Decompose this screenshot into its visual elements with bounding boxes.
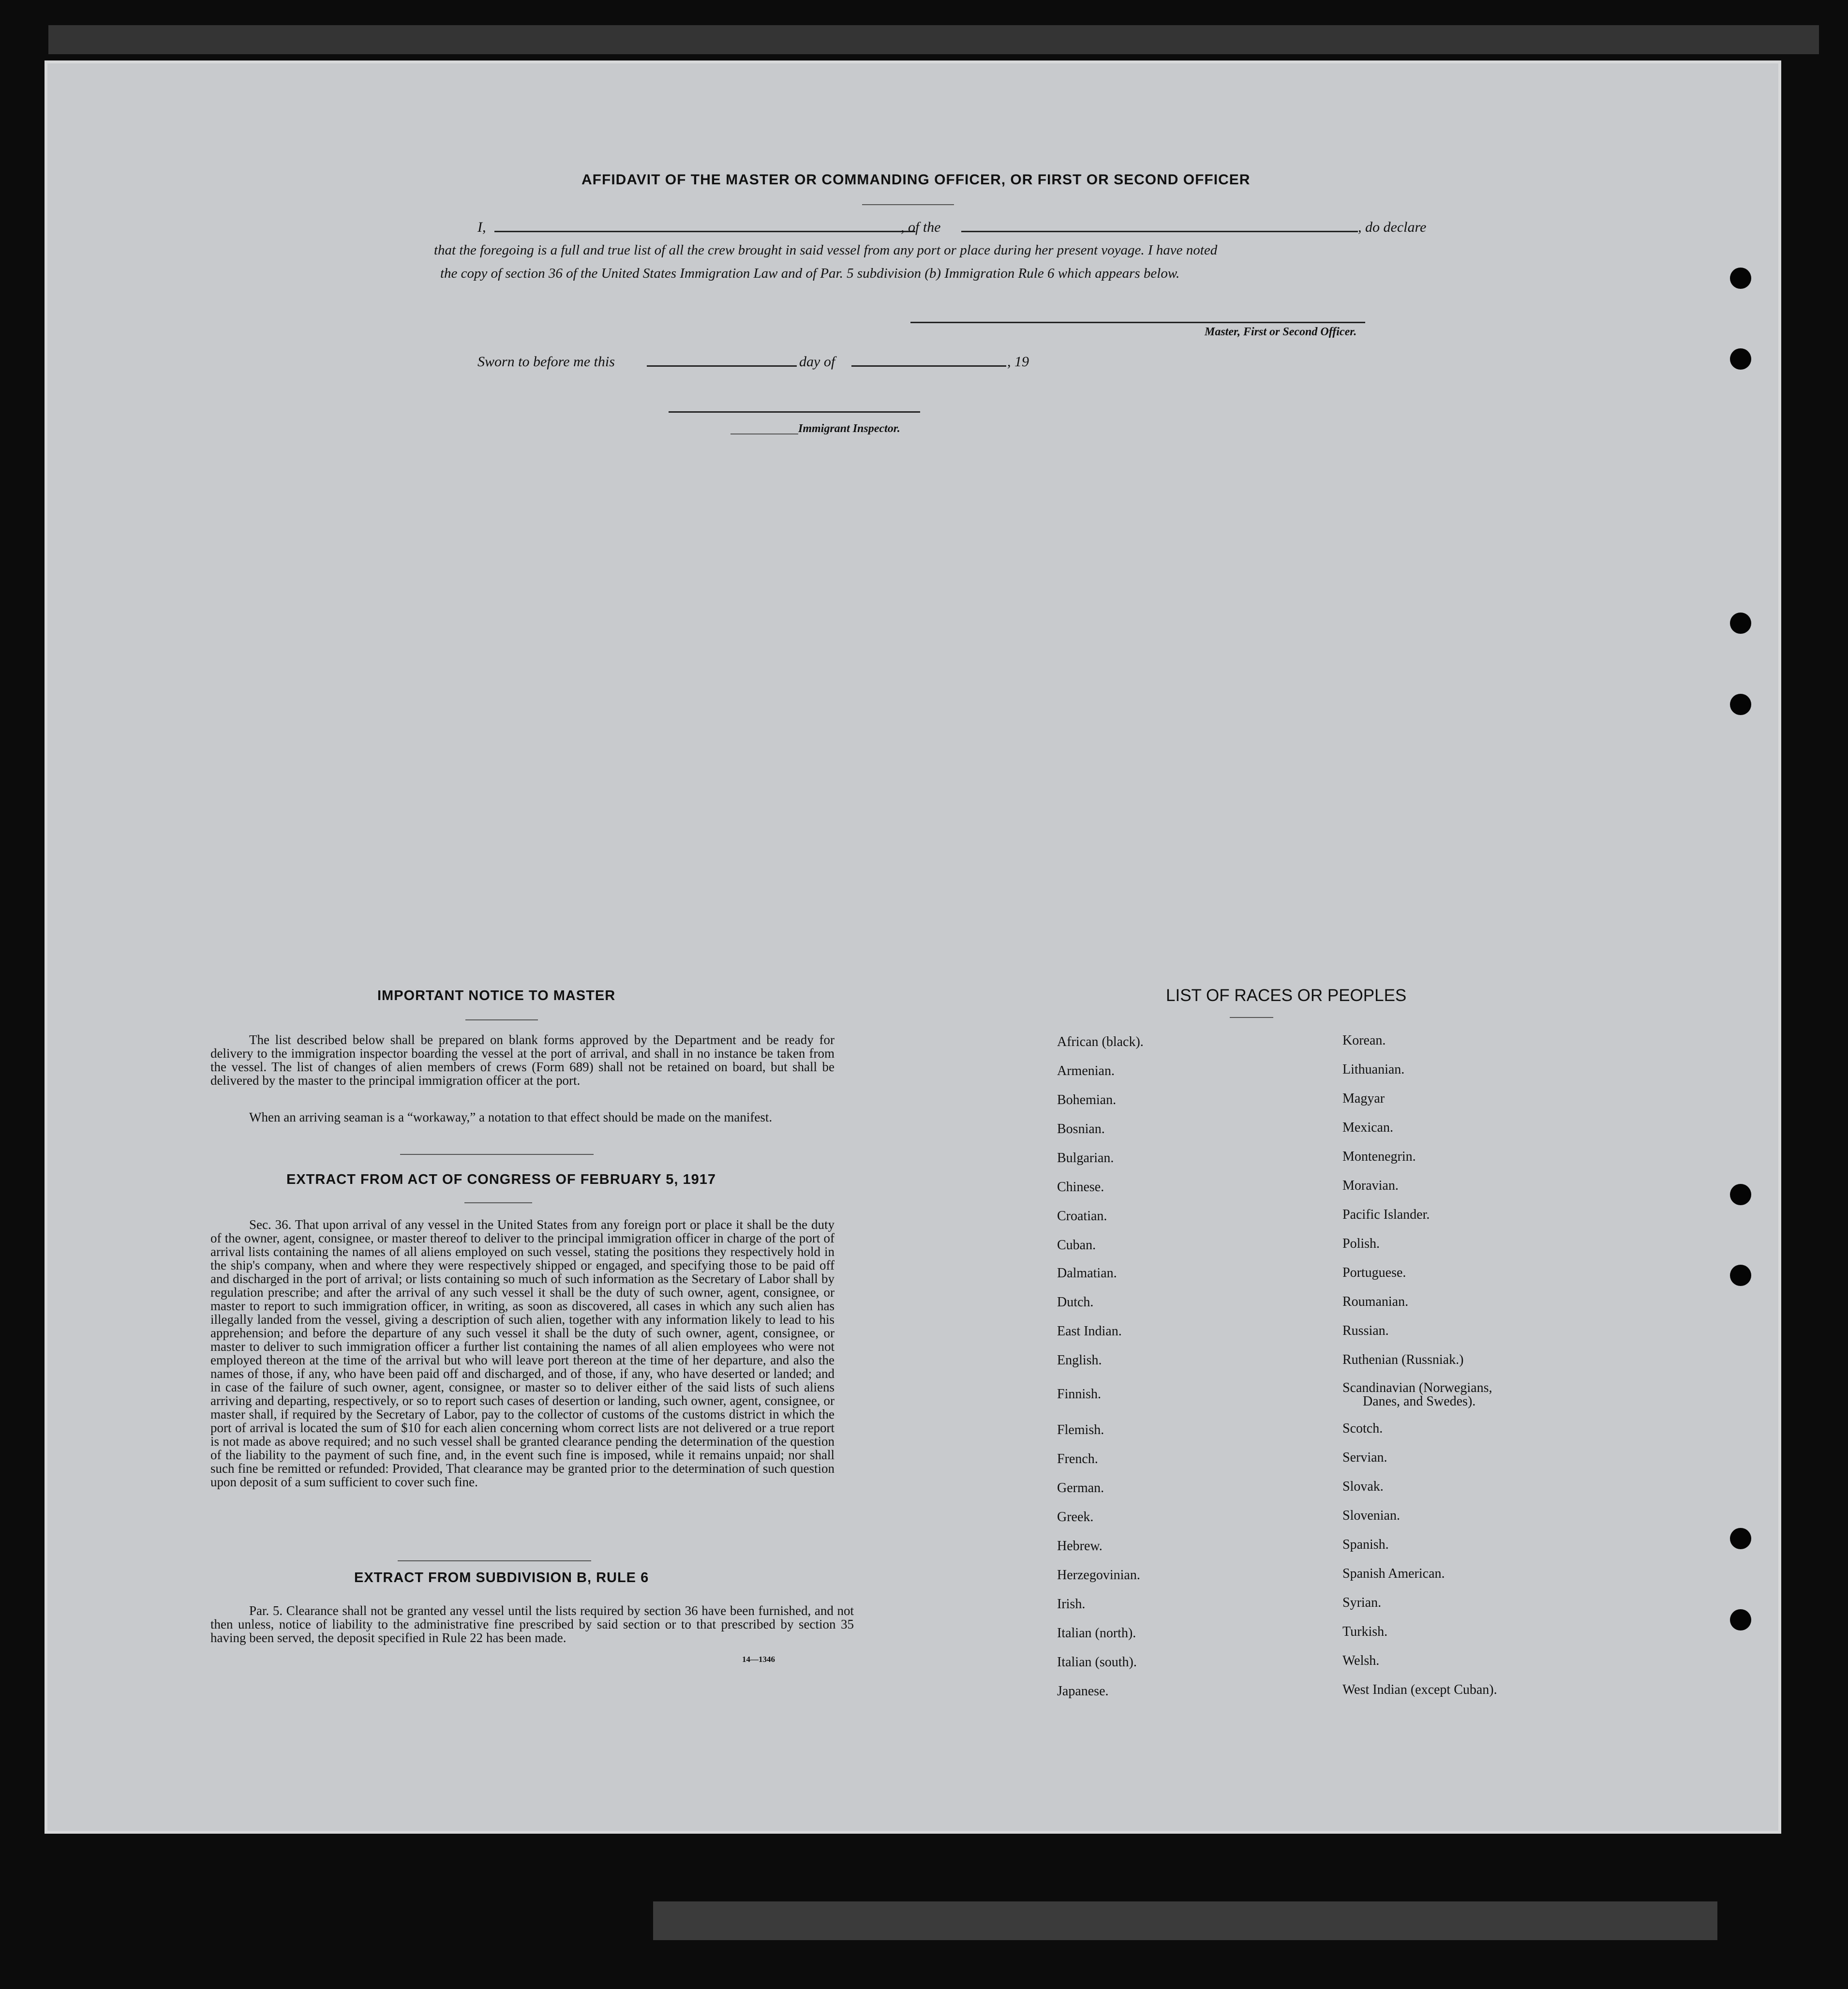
race-item: Welsh.: [1342, 1653, 1380, 1668]
race-item: Japanese.: [1057, 1684, 1109, 1699]
binder-hole: [1730, 348, 1751, 370]
race-item-continued: Danes, and Swedes).: [1363, 1394, 1476, 1409]
extract-act-title: EXTRACT FROM ACT OF CONGRESS OF FEBRUARY 5, 1917: [286, 1172, 716, 1187]
race-item: Chinese.: [1057, 1180, 1104, 1195]
races-divider: [1230, 1017, 1273, 1018]
race-item: Finnish.: [1057, 1387, 1102, 1402]
sworn-label: Sworn to before me this: [477, 354, 615, 370]
affidavit-line-3: the copy of section 36 of the United States Immigration Law and of Par. 5 subdivision (b) Immigration Rule 6 which appears below.: [440, 266, 1180, 281]
race-item: German.: [1057, 1481, 1104, 1495]
section-divider: [400, 1154, 594, 1155]
title-divider: [862, 204, 954, 205]
race-item: Roumanian.: [1342, 1294, 1409, 1309]
race-item: Herzegovinian.: [1057, 1568, 1140, 1583]
race-item: Servian.: [1342, 1450, 1387, 1465]
race-item: Russian.: [1342, 1323, 1389, 1338]
year-label: , 19: [1007, 354, 1029, 370]
race-item: Bulgarian.: [1057, 1151, 1114, 1166]
race-item: Mexican.: [1342, 1120, 1393, 1135]
binder-hole: [1730, 1609, 1751, 1630]
race-item: Flemish.: [1057, 1422, 1104, 1437]
inspector-caption: Immigrant Inspector.: [798, 422, 900, 435]
race-item: Armenian.: [1057, 1063, 1115, 1078]
race-item: Hebrew.: [1057, 1539, 1103, 1554]
race-item: Korean.: [1342, 1033, 1386, 1048]
race-item: Spanish American.: [1342, 1566, 1445, 1581]
race-item: Dutch.: [1057, 1295, 1094, 1310]
binder-hole: [1730, 1528, 1751, 1549]
day-of-label: day of: [799, 354, 835, 370]
master-caption: Master, First or Second Officer.: [1205, 326, 1357, 338]
binder-hole: [1730, 268, 1751, 289]
race-item: Irish.: [1057, 1597, 1086, 1612]
notice-paragraph-1: The list described below shall be prepared on blank forms approved by the Department and be ready for delivery to the immigration inspector boarding the vessel at the port of arrival, and shall in no instance be taken from the vessel. The list of changes of alien members of crews (Form 689) shall not be retained on board, but shall be delivered by the master to the principal immigration officer at the port.: [210, 1032, 835, 1088]
scan-bottom-edge: [653, 1901, 1717, 1940]
month-blank-line[interactable]: [851, 365, 1006, 367]
affidavit-i-label: I,: [477, 219, 486, 235]
affidavit-title: AFFIDAVIT OF THE MASTER OR COMMANDING OFFICER, OR FIRST OR SECOND OFFICER: [581, 172, 1251, 188]
races-title: LIST OF RACES OR PEOPLES: [1166, 986, 1407, 1005]
affidavit-do-declare: , do declare: [1358, 219, 1427, 235]
binder-hole: [1730, 1265, 1751, 1286]
race-item: Lithuanian.: [1342, 1062, 1405, 1077]
race-item: Polish.: [1342, 1236, 1380, 1251]
form-page: [45, 60, 1781, 1834]
race-item: West Indian (except Cuban).: [1342, 1682, 1497, 1697]
race-item: Pacific Islander.: [1342, 1207, 1430, 1222]
race-item: English.: [1057, 1353, 1102, 1368]
binder-hole: [1730, 613, 1751, 634]
race-item: Greek.: [1057, 1510, 1094, 1525]
master-signature-line[interactable]: [910, 322, 1365, 323]
extract-act-divider: [464, 1202, 532, 1203]
race-item: East Indian.: [1057, 1324, 1122, 1339]
name-blank-line[interactable]: [494, 231, 915, 232]
binder-hole: [1730, 694, 1751, 715]
race-item: Spanish.: [1342, 1537, 1389, 1552]
race-item: Bohemian.: [1057, 1092, 1117, 1107]
race-item: Syrian.: [1342, 1595, 1382, 1610]
race-item: Portuguese.: [1342, 1265, 1406, 1280]
affidavit-of-the: , of the: [901, 219, 941, 235]
scan-top-edge: [48, 25, 1819, 54]
race-item: Italian (north).: [1057, 1626, 1136, 1641]
notice-paragraph-2: When an arriving seaman is a “workaway,” a notation to that effect should be made on the manifest.: [249, 1110, 773, 1124]
extract-divider: [398, 1560, 591, 1561]
race-item: Montenegrin.: [1342, 1149, 1416, 1164]
vessel-blank-line[interactable]: [961, 231, 1358, 232]
sworn-day-line[interactable]: [647, 365, 797, 367]
race-item: Scotch.: [1342, 1421, 1383, 1436]
extract-rule-title: EXTRACT FROM SUBDIVISION B, RULE 6: [354, 1570, 649, 1585]
race-item: Turkish.: [1342, 1624, 1388, 1639]
affidavit-line-2: that the foregoing is a full and true list of all the crew brought in said vessel from any port or place during her present voyage. I have noted: [434, 242, 1218, 258]
race-item: Slovenian.: [1342, 1508, 1400, 1523]
race-item: Scandinavian (Norwegians,: [1342, 1380, 1492, 1395]
race-item: Bosnian.: [1057, 1122, 1105, 1137]
section-36-text: Sec. 36. That upon arrival of any vessel in the United States from any foreign port or place it shall be the duty of the owner, agent, consignee, or master thereof to deliver to the principal immigration officer in charge of the port of arrival lists containing the names of all aliens employed on such vessel, stating the positions they respectively hold in the ship's company, when and where they were respectively shipped or engaged, and specifying those to be paid off and discharged in the port of arrival; or lists containing so much of such information as the Secretary of Labor shall by regulation prescribe; and after the arrival of any such vessel it shall be the duty of such owner, agent, consignee, or master to report to such immigration officer, in writing, as soon as discovered, all cases in which any such alien has illegally landed from the vessel, giving a description of such alien, together with any information likely to lead to his apprehension; and before the departure of any such vessel it shall be the duty of such owner, agent, consignee, or master to deliver to such immigration officer a further list containing the names of all alien employees who were not employed thereon at the time of the arrival but who will leave port thereon at the time of her departure, and also the names of those, if any, who have been paid off and discharged, and of those, if any, who have deserted or landed; and in case of the failure of such owner, agent, consignee, or master so to deliver either of the said lists of such aliens arriving and departing, respectively, or so to report such cases of desertion or landing, such owner, agent, consignee, or master shall, if required by the Secretary of Labor, pay to the collector of customs of the customs district in which the port of arrival is located the sum of $10 for each alien concerning whom correct lists are not delivered or a true report is not made as above required; and no such vessel shall be granted clearance pending the determination of the question of the liability to the payment of such fine, and, in the event such fine is imposed, while it remains unpaid; nor shall such fine be remitted or refunded: Provided, That clearance may be granted prior to the determination of such question upon deposit of a sum sufficient to cover such fine.: [210, 1217, 835, 1489]
race-item: African (black).: [1057, 1034, 1144, 1049]
rule-6-text: Par. 5. Clearance shall not be granted any vessel until the lists required by section 36 have been furnished, and not then unless, notice of liability to the administrative fine prescribed by said section or to that prescribed by section 35 having been served, the deposit specified in Rule 22 has been made.: [210, 1603, 854, 1645]
race-item: Moravian.: [1342, 1178, 1399, 1193]
notice-title: IMPORTANT NOTICE TO MASTER: [377, 988, 616, 1003]
race-item: Ruthenian (Russniak.): [1342, 1352, 1464, 1367]
race-item: Slovak.: [1342, 1479, 1384, 1494]
race-item: Italian (south).: [1057, 1655, 1137, 1670]
race-item: Dalmatian.: [1057, 1266, 1117, 1281]
race-item: French.: [1057, 1451, 1098, 1466]
form-number: 14—1346: [742, 1655, 775, 1664]
race-item: Magyar: [1342, 1091, 1385, 1106]
inspector-signature-line[interactable]: [669, 411, 920, 413]
notice-divider: [465, 1019, 538, 1020]
race-item: Croatian.: [1057, 1209, 1107, 1224]
race-item: Cuban.: [1057, 1238, 1096, 1253]
binder-hole: [1730, 1184, 1751, 1205]
